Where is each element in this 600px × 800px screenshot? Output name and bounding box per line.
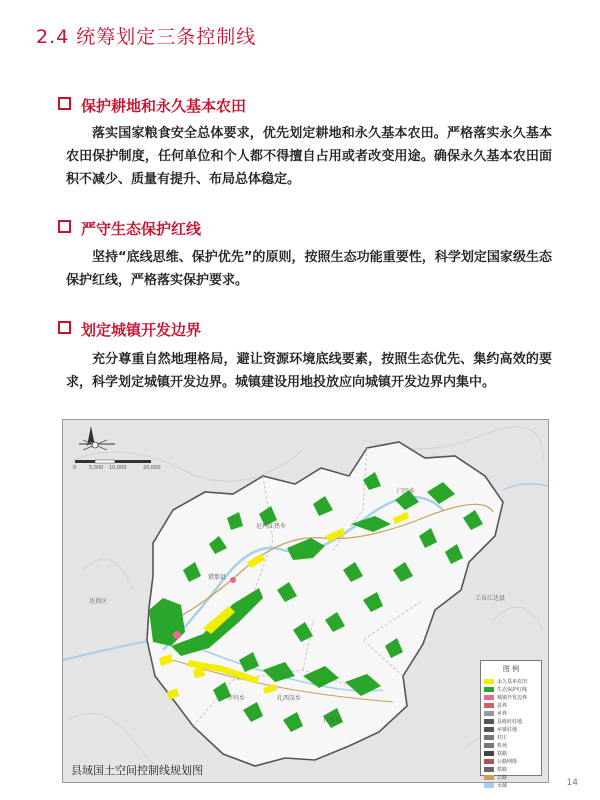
legend-item xyxy=(484,781,538,789)
legend-item xyxy=(484,693,538,701)
legend-item xyxy=(484,765,538,773)
legend-item xyxy=(484,685,538,693)
legend-item xyxy=(484,701,538,709)
page-title: 2.4 统筹划定三条控制线 xyxy=(36,26,257,48)
legend-swatch xyxy=(484,783,494,788)
legend-swatch xyxy=(484,719,494,724)
section-heading-urban: 划定城镇开发边界 xyxy=(58,319,201,340)
section-text-ecology: 坚持“底线思维、保护优先”的原则，按照生态功能重要性，科学划定国家级生态保护红线，严格落实保护要求。 xyxy=(66,250,552,288)
scale-label: 0 xyxy=(73,465,77,471)
legend-item xyxy=(484,741,538,749)
legend-label: 公路 xyxy=(497,774,508,781)
place-label: 门巴乡 xyxy=(397,488,416,495)
place-label: 日多乡 xyxy=(323,717,342,724)
legend-swatch xyxy=(484,695,494,700)
control-line-map xyxy=(62,419,549,789)
map-caption: 县域国土空间控制线规划图 xyxy=(71,764,203,777)
checkbox-square-icon xyxy=(58,220,71,233)
legend-label: 乡界 xyxy=(497,710,508,717)
legend-swatch xyxy=(484,759,494,764)
legend-label: 铁路 xyxy=(497,766,508,773)
page-number: 14 xyxy=(566,778,578,788)
legend-swatch xyxy=(484,727,494,732)
legend-swatch xyxy=(484,735,494,740)
legend-item xyxy=(484,709,538,717)
legend-label: 生态保护红线 xyxy=(497,686,528,693)
legend-label: 村庄 xyxy=(497,734,508,741)
section-heading-ecology: 严守生态保护红线 xyxy=(58,218,201,239)
legend-label: 水域 xyxy=(497,782,508,789)
place-label: 达孜区 xyxy=(89,598,108,605)
legend-item xyxy=(484,773,538,781)
scale-bar xyxy=(75,460,151,463)
legend-swatch xyxy=(484,743,494,748)
checkbox-square-icon xyxy=(58,321,71,334)
scale-label: 5,000 xyxy=(89,465,104,471)
place-label: 尼玛江热乡 xyxy=(256,523,287,530)
legend-label: 机场 xyxy=(497,742,508,749)
legend-label: 城镇开发边界 xyxy=(497,694,528,701)
scale-label: 10,000 xyxy=(109,465,127,471)
legend-label: 县界 xyxy=(497,702,508,709)
checkbox-square-icon xyxy=(58,97,71,110)
legend-item xyxy=(484,717,538,725)
legend-item xyxy=(484,749,538,757)
place-label: 扎西岗乡 xyxy=(277,695,302,702)
legend-swatch xyxy=(484,775,494,780)
legend-label: 县政府驻地 xyxy=(497,718,523,725)
place-label: 错那县 xyxy=(208,574,227,581)
section-heading-farmland: 保护耕地和永久基本农田 xyxy=(58,95,246,116)
legend-item xyxy=(484,725,538,733)
legend-item xyxy=(484,757,538,765)
section-text-farmland: 落实国家粮食安全总体要求，优先划定耕地和永久基本农田。严格落实永久基本农田保护制度，任何单位和个人都不得擅自占用或者改变用途。确保永久基本农田面积不减少、质量有提升、布局总体稳定。 xyxy=(66,126,552,187)
legend-label: 铁路 xyxy=(497,750,508,757)
legend-title: 图 例 xyxy=(502,665,520,673)
legend-item xyxy=(484,677,538,685)
scale-label: 20,000 xyxy=(143,465,161,471)
legend-swatch xyxy=(484,687,494,692)
legend-swatch xyxy=(484,767,494,772)
legend-swatch xyxy=(484,711,494,716)
map-legend xyxy=(480,660,542,789)
legend-swatch xyxy=(484,751,494,756)
place-label: 甲玛乡 xyxy=(227,695,246,702)
legend-swatch xyxy=(484,703,494,708)
legend-swatch xyxy=(484,679,494,684)
legend-label: 永久基本农田 xyxy=(497,678,528,685)
legend-label: 公路网络 xyxy=(497,758,518,765)
section-text-urban: 充分尊重自然地理格局，避让资源环境底线要素，按照生态优先、集约高效的要求，科学划定城镇开发边界。城镇建设用地投放应向城镇开发边界内集中。 xyxy=(66,352,552,390)
place-label: 工布江达县 xyxy=(475,595,506,602)
legend-item xyxy=(484,733,538,741)
legend-label: 乡镇驻地 xyxy=(497,726,518,733)
